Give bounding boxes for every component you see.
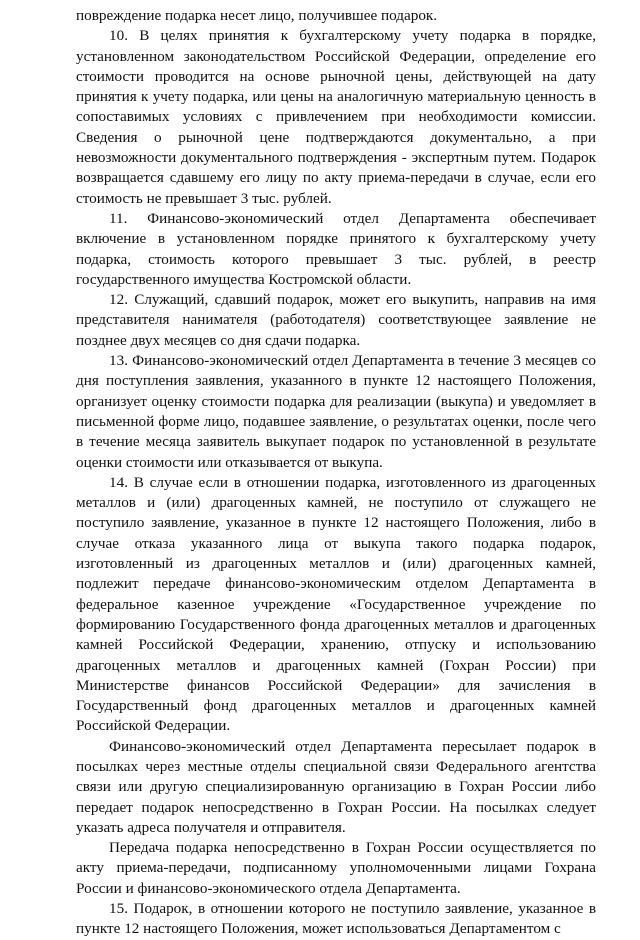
paragraph-item-14: 14. В случае если в отношении подарка, изготовленного из драгоценных металлов и (или) драгоценных камней, не поступило от служащего не поступило заявление, указанное в пункте 12 настоящего Положения, либо в случае отказа указанного лица от выкупа такого подарка подарок, изготовленный из драгоценных металлов и (или) драгоценных камней, подлежит передаче финансово-экономическим отделом Департамента в федеральное казенное учреждение «Государственное учреждение по формированию Государственного фонда драгоценных металлов и драгоценных камней Российской Федерации, хранению, отпуску и использованию драгоценных металлов и драгоценных камней (Гохран России) при Министерстве финансов Российской Федерации» для зачисления в Государственный фонд драгоценных металлов и драгоценных камней Российской Федерации.: [76, 473, 596, 735]
paragraph-item-15: 15. Подарок, в отношении которого не поступило заявление, указанное в пункте 12 настоящего Положения, может использоваться Департаментом с: [76, 900, 596, 938]
paragraph-item-13: 13. Финансово-экономический отдел Департамента в течение 3 месяцев со дня поступления заявления, указанного в пункте 12 настоящего Положения, организует оценку стоимости подарка для реализации (выкупа) и уведомляет в письменной форме лицо, подавшее заявление, о результатах оценки, после чего в течение месяца заявитель выкупает подарок по установленной в результате оценки стоимости или отказывается от выкупа.: [76, 352, 596, 471]
paragraph-item-12: 12. Служащий, сдавший подарок, может его выкупить, направив на имя представителя нанимателя (работодателя) соответствующее заявление не позднее двух месяцев со дня сдачи подарка.: [76, 291, 596, 349]
paragraph-transfer: Передача подарка непосредственно в Гохран России осуществляется по акту приема-передачи, подписанному уполномоченными лицами Гохрана России и финансово-экономического отдела Департамента.: [76, 839, 596, 897]
paragraph-item-11: 11. Финансово-экономический отдел Департамента обеспечивает включение в установленном порядке принятого к бухгалтерскому учету подарка, стоимость которого превышает 3 тыс. рублей, в реестр государственного имущества Костромской области.: [76, 209, 596, 288]
paragraph-item-10: 10. В целях принятия к бухгалтерскому учету подарка в порядке, установленном законодательством Российской Федерации, определение его стоимости проводится на основе рыночной цены, действующей на дату принятия к учету подарка, или цены на аналогичную материальную ценность в сопоставимых условиях с привлечением при необходимости комиссии. Сведения о рыночной цене подтверждаются документально, а при невозможности документального подтверждения - экспертным путем. Подарок возвращается сдавшему его лицу по акту приема-передачи в случае, если его стоимость не превышает 3 тыс. рублей.: [76, 27, 596, 207]
paragraph-continuation: повреждение подарка несет лицо, получившее подарок.: [76, 7, 438, 24]
paragraph-shipping: Финансово-экономический отдел Департамента пересылает подарок в посылках через местные отделы специальной связи Федерального агентства связи или другую специализированную организацию в Гохран России либо передает подарок непосредственно в Гохран России. На посылках следует указать адреса получателя и отправителя.: [76, 737, 596, 836]
